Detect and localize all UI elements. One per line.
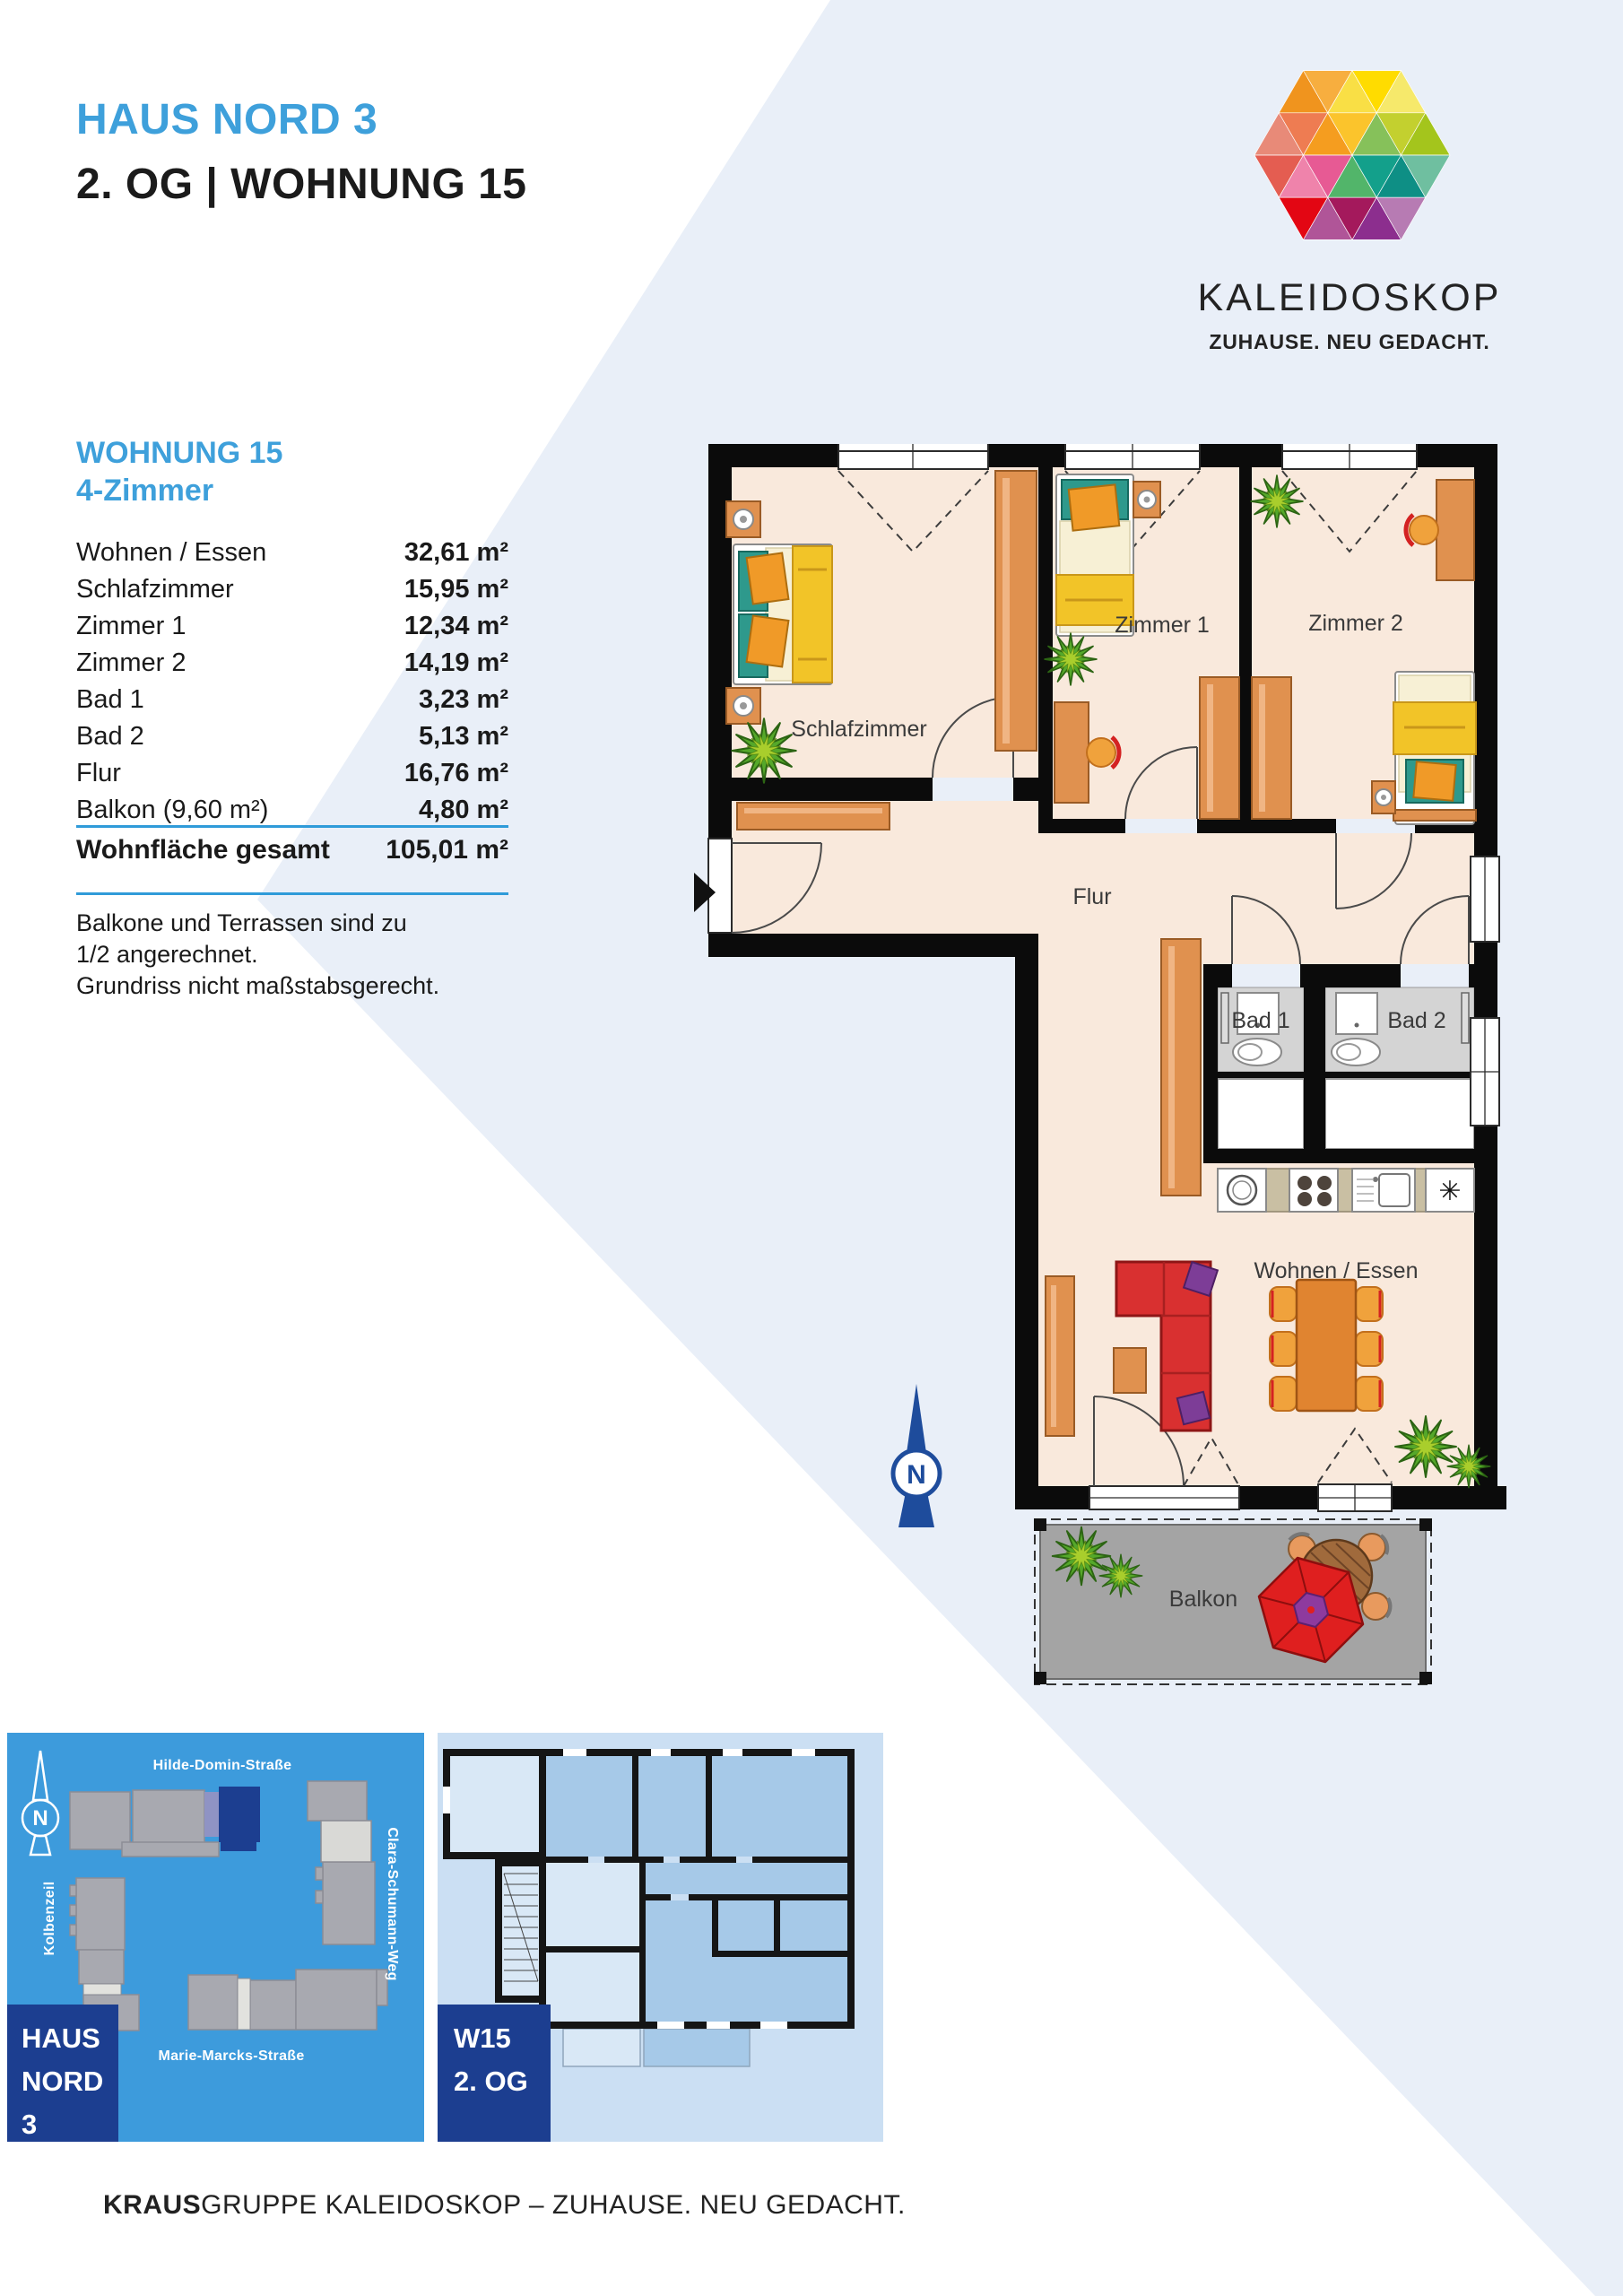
- double-bed: [733, 544, 832, 684]
- unit-title: WOHNUNG 15: [76, 436, 283, 470]
- footer-brand-rest: GRUPPE KALEIDOSKOP – ZUHAUSE. NEU GEDACHT.: [201, 2190, 906, 2220]
- north-arrow: [893, 1384, 940, 1527]
- room-row: Balkon (9,60 m²) 4,80 m²: [76, 796, 508, 824]
- street-label-bottom: Marie-Marcks-Straße: [158, 2048, 305, 2064]
- hall-wardrobe: [1161, 939, 1201, 1196]
- street-label-top: Hilde-Domin-Straße: [152, 1758, 292, 1773]
- kaleidoskop-hexagon-logo: [1252, 68, 1453, 242]
- coffee-table: [1114, 1348, 1146, 1393]
- dining-set: [1270, 1280, 1383, 1411]
- divider-line: [76, 892, 508, 895]
- label-schlafzimmer: Schlafzimmer: [791, 717, 927, 742]
- room-row: Zimmer 1 12,34 m²: [76, 612, 508, 640]
- street-label-left: Kolbenzeil: [42, 1881, 57, 1956]
- room-row: Wohnen / Essen 32,61 m²: [76, 538, 508, 567]
- room-row: Schlafzimmer 15,95 m²: [76, 575, 508, 604]
- room-area-list: [76, 535, 508, 829]
- total-area-row: Wohnfläche gesamt 105,01 m²: [76, 835, 508, 865]
- haus-nord-3-badge: HAUS NORD 3: [7, 2005, 118, 2142]
- kitchen-counter: [1218, 1169, 1474, 1212]
- wardrobe: [995, 471, 1037, 751]
- single-bed: [1056, 474, 1133, 636]
- label-wohnen: Wohnen / Essen: [1254, 1258, 1419, 1283]
- highlight-building-annex: [204, 1792, 219, 1837]
- page-title-line1: HAUS NORD 3: [76, 96, 378, 144]
- washbasin: [1336, 993, 1377, 1034]
- logo-tagline: ZUHAUSE. NEU GEDACHT.: [1209, 330, 1490, 353]
- label-flur: Flur: [1072, 884, 1112, 909]
- apartment-floorplan: [690, 444, 1533, 1700]
- wardrobe: [1200, 677, 1239, 819]
- site-plan-panel: [7, 1733, 424, 2142]
- label-bad2: Bad 2: [1387, 1008, 1446, 1033]
- toilet: [1332, 1039, 1380, 1065]
- nightstand: [1372, 781, 1395, 813]
- sideboard: [737, 803, 890, 830]
- radiator: [1221, 993, 1228, 1043]
- north-letter: N: [907, 1460, 926, 1490]
- single-bed: [1393, 672, 1476, 824]
- site-north-arrow: [22, 1751, 58, 1855]
- highlight-building: [219, 1787, 260, 1842]
- label-zimmer2: Zimmer 2: [1308, 611, 1403, 636]
- label-balkon: Balkon: [1168, 1587, 1238, 1612]
- footnotes: Balkone und Terrassen sind zu 1/2 angerechnet. Grundriss nicht maßstabsgerecht.: [76, 909, 440, 999]
- site-north-letter: N: [32, 1806, 48, 1831]
- room-row: Bad 2 5,13 m²: [76, 722, 508, 751]
- sideboard: [1046, 1276, 1074, 1436]
- street-label-right: Clara-Schumann-Weg: [385, 1827, 400, 1981]
- room-row: Bad 1 3,23 m²: [76, 685, 508, 714]
- divider-line: [76, 825, 508, 828]
- label-bad1: Bad 1: [1231, 1008, 1290, 1033]
- radiator: [1462, 993, 1469, 1043]
- highlight-building-tab: [221, 1842, 256, 1851]
- toilet: [1233, 1039, 1281, 1065]
- room-row: Zimmer 2 14,19 m²: [76, 648, 508, 677]
- nightstand: [1133, 482, 1160, 517]
- footer-brandline: [103, 2190, 906, 2221]
- room-row: Flur 16,76 m²: [76, 759, 508, 787]
- page-title-line2: 2. OG | WOHNUNG 15: [76, 161, 527, 208]
- logo-wordmark: KALEIDOSKOP: [1197, 276, 1502, 319]
- dishwasher-symbol: ✳: [1438, 1177, 1462, 1206]
- wardrobe: [1252, 677, 1291, 819]
- label-zimmer1: Zimmer 1: [1115, 613, 1210, 638]
- w15-badge: W15 2. OG: [438, 2005, 551, 2142]
- floor-overview-panel: [438, 1733, 883, 2142]
- nightstand: [726, 688, 760, 724]
- nightstand: [726, 501, 760, 537]
- footer-brand-bold: KRAUS: [103, 2190, 202, 2220]
- unit-subtitle: 4-Zimmer: [76, 474, 214, 508]
